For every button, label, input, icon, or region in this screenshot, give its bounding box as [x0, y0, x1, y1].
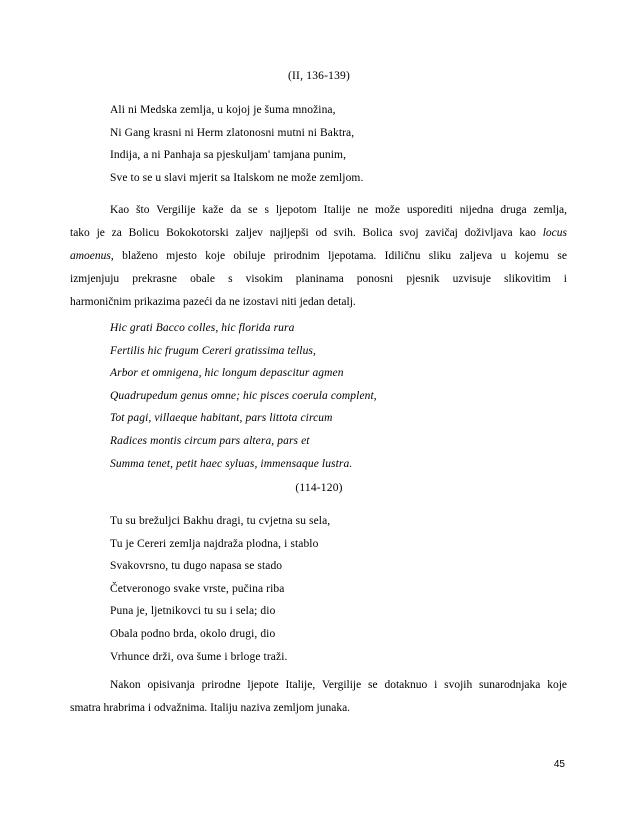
- citation-middle: (114-120): [295, 482, 343, 494]
- verse-line: Radices montis circum pars altera, pars et: [110, 434, 310, 447]
- page-number: 45: [553, 759, 565, 770]
- paragraph-1: [70, 199, 567, 314]
- paragraph-line: Nakon opisivanja prirodne ljepote Italije, Vergilije se dotaknuo i svojih sunarodnjaka koje: [110, 679, 567, 691]
- verse-line: Četveronogo svake vrste, pučina riba: [110, 582, 285, 595]
- verse-line: Puna je, ljetnikovci tu su i sela; dio: [110, 605, 276, 618]
- italic-term: locus: [542, 227, 567, 239]
- verse-line: Tu su brežuljci Bakhu dragi, tu cvjetna su sela,: [110, 515, 331, 527]
- paragraph-line: Kao što Vergilije kaže da se s ljepotom Italije ne može usporediti nijedna druga zemlja,: [110, 204, 567, 216]
- paragraph-line: harmoničnim prikazima pazeći da ne izostavi niti jedan detalj.: [70, 296, 356, 308]
- verse-block-1: [110, 99, 590, 189]
- verse-line: Tot pagi, villaeque habitant, pars littota circum: [110, 412, 333, 425]
- verse-line: Indija, a ni Panhaja sa pjeskuljam' tamjana punim,: [110, 149, 347, 162]
- paragraph-2: [70, 674, 567, 720]
- paragraph-line: [70, 245, 567, 268]
- verse-line: Ni Gang krasni ni Herm zlatonosni mutni ni Baktra,: [110, 126, 355, 139]
- verse-line: Svakovrsno, tu dugo napasa se stado: [110, 560, 283, 573]
- verse-block-latin: [110, 317, 590, 475]
- paragraph-line: smatra hrabrima i odvažnima. Italiju naziva zemljom junaka.: [70, 702, 351, 714]
- verse-line: Fertilis hic frugum Cereri gratissima tellus,: [110, 344, 316, 357]
- verse-line: Arbor et omnigena, hic longum depascitur agmen: [110, 367, 344, 380]
- verse-line: Tu je Cereri zemlja najdraža plodna, i stablo: [110, 537, 319, 550]
- paragraph-line: [70, 222, 567, 245]
- paragraph-text: tako je za Bolicu Bokokotorski zaljev najljepši od svih. Bolica svoj zavičaj doživljava kao: [70, 227, 536, 239]
- verse-line: Obala podno brda, okolo drugi, dio: [110, 627, 276, 640]
- verse-line: Hic grati Bacco colles, hic florida rura: [110, 322, 295, 334]
- verse-block-2: [110, 510, 590, 668]
- paragraph-line: izmjenjuju prekrasne obale s visokim planinama ponosni pjesnik uzvisuje slikovitim i: [70, 273, 567, 285]
- paragraph-text: , blaženo mjesto koje obiluje prirodnim ljepotama. Idiličnu sliku zaljeva u kojemu se: [110, 250, 567, 262]
- verse-line: Vrhunce drži, ova šume i brloge traži.: [110, 650, 288, 663]
- verse-line: Summa tenet, petit haec syluas, immensaque lustra.: [110, 457, 353, 470]
- verse-line: Sve to se u slavi mjerit sa Italskom ne može zemljom.: [110, 171, 364, 184]
- verse-line: Quadrupedum genus omne; hic pisces coerula complent,: [110, 389, 377, 402]
- citation-top: (II, 136-139): [288, 70, 350, 82]
- italic-term: amoenus: [70, 250, 111, 262]
- verse-line: Ali ni Medska zemlja, u kojoj je šuma množina,: [110, 104, 336, 116]
